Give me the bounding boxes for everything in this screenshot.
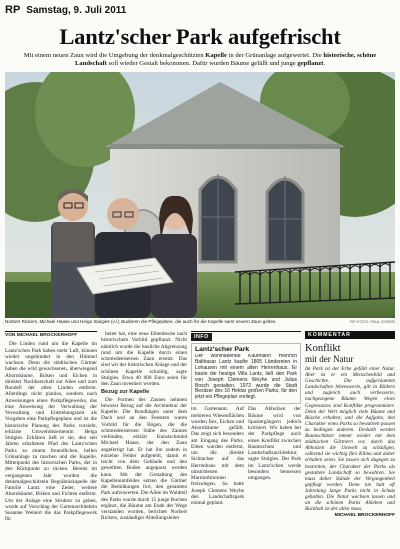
info-continuation [191,406,301,506]
photo-credit: RP-FOTO: PAUL ESSER [350,319,395,324]
headline: Lantz'scher Park aufgefrischt [59,24,341,49]
commentary-text: Im Park ist der Erbe gefällt einer Natur. Aber ist er ein Menschenbild und Geschichte. Die aufgeräumten Landschaften lebenswerte, gilt in Bildern und zugleich auch verbesserte, nachgezogene Bäume. Wegen eines Gegensatzes sind Konflikte programmiert. Denn der Wert möglich viele Bäume und Büsche erhalten, und die Aufgabe, den Charakter eines Parks so bewahren passen zu bedingen anderen. Deshalb werden Baumschützer immer wieder mit dem städtischen Gärtnern vor, durch das Abholzen die Umwelt zu schädigen, während sie wichtig fürs Klima und daher erhalten seien. Sie lassen sich dagegen zu bestreiten, der Charakter der Parks als gestaltete Landschaft so bewahren. Sie muss daher Stände der Vergangenheit gepflegt werden. Denn nie hatt oft Jahrelang lange Parks nicht in Schutz gehalten. Die Natur wachsen lassen und an die schönen Parks Ableben und Rückhalt ist der allen muss. [305,366,395,513]
photo-caption: Norbert Rickers, Michael Haase und Helga Stulgies (v.l.) studieren die Pflegepläne, die auch für die Kapelle samt neuem Zaun gelten. [5,319,277,324]
commentary-section [305,331,395,549]
article-column-1 [5,331,97,549]
lead-bold-2: historische, schöne Landschaft [75,52,377,67]
chapel-scene-illustration [5,72,395,318]
article-subhead: Bezug zur Kapelle [101,389,150,396]
article-body [5,331,395,549]
lead-bold-1: Kapelle [205,52,227,59]
lead-text-3: soll wieder Gestalt bekommen. Dafür wurden Bäume gefällt und junge [106,60,298,67]
article-text-3: im Gartenamt. Auf mehreren Wiesenflächen wurden Ilex, Eichen und Ahornbäume gefällt. Das zeigt sich besonders am Eingang des Parks. Eiben wurden entfernt, um die direkte Sichtachse auf das Herrenhaus mit dem umstrittenen Marmorbrunnen freizulegen. So hatte Joseph Clemens Weyhe den Landschaftspark einmal geplant. [191,406,244,506]
commentary-subtitle: mit der Natur [305,354,354,364]
article-text-4: Das Abholzen der Bäume wird von Spaziergängern jedoch kritisiert. Wir haben bei der Parkpflege auch einen Konflikt zwischen Baumschutz und Landschaftsarchitektur, sagte Stulgies. Der Park im Lantz'schen werde besonders bemessen umgangen. [248,406,301,481]
commentary-title: Konflikt [305,343,341,354]
photo-caption-row [5,318,395,330]
commentary-tag: KOMMENTAR [305,331,395,339]
byline: VON MICHAEL BROCKERHOFF [5,331,97,339]
info-section [191,331,301,549]
info-tag: INFO [191,333,212,341]
lead-paragraph [5,50,395,68]
lead-text-2: in der Grünanlage aufgewertet. Die [226,52,324,59]
article-text-1: Die Linden rund um die Kapelle im Lantz'schen Park haben mehr Luft, können wieder ungehindert in den Himmel wachsen. Denn die städtischen Gärtner haben die wild gewachsenen, überwiegend Ahornbäume, Birken und Eichen in direkter Nachbarschaft zur Allee und zum Rondell der alten Linden entfernt. Allerdings nicht planlos, sondern nach Anweisungen eines Parkpflegewerks, das eine Anweisung der Verwaltung der Verwaltung und Entstehungszeit als Vorgaben eine Parkpflegeplans und ist die historische Planung des Parks vorsieht, erklärte Umweltdezernentin Helga Stulgies. Erklären ließ er sie, den seit Jahren erhaltenen Pfad des Lantz'schen Parks zu einem freundlichen, hellen Grünanlage zu machen und die Kapelle. Mittelpunkt des historischen Parks, der in den Rückpunkt zu rücken. Bereits im vergangenen Jahr wurden die denkmalgeschützten Begräbniskapelle der Familie Lantz eine Zeder, weitere Ahornbäume, Birken und Fichten entfernt. Um der Anlage eine Struktur zu geben, wurde auf Vorschlag der Gartenarchitektin Susanne Weinert die das Parkpflegewerk für [5,341,97,523]
paper-name: RP [5,4,21,16]
info-bar [191,331,301,341]
lead-text-1: Mit einem neuen Zaun wird die Umgebung der denkmalgeschützten [23,52,206,59]
issue-date: Samstag, 9. Juli 2011 [26,5,127,16]
info-box-title: Lantz'scher Park [195,346,250,353]
lead-text-4: . [323,60,325,67]
article-column-2 [101,331,187,549]
article-text-2b: Die Formen des Zaunes nehmen bewusst Bezug auf die Architektur der Kapelle. Die Rundbögen unter dem Dach und an den Fenstern waren Vorbild für die Bögen, die die schmiedeeisernen Stäbe des Zaunes verbinden, erklärt Kunstschmied Michael Haase, der den Zaun angefertigt hat. Er hat ihn zudem in einzelne Felder aufgeteilt, damit er leicht von dem Gebäude und den gewellten Boden angepasst werden kann. Mit der Gestaltung des Kapellenumfeldes setzen die Gärtner die Bemühungen fort, den gesamten Park aufzuwerten. Die Allee im Waldteil des Parks wurde durch 15 junge Buchen ergänzt, die Bäume am Ende der Wege verstanden worden, berichtet Norbert Rickers, zuständiger Abteilungsleiter [101,396,187,522]
masthead [5,4,395,18]
commentary-author: MICHAEL BROCKERHOFF [334,513,395,519]
info-box [191,343,301,404]
article-photo [5,72,395,318]
lead-bold-3: gepflanzt [297,60,324,67]
article-text-2: beitet hat, eine neue Eibenhecke nach historischem Vorbild gepflanzt. Nicht nämlich wurde die bauliche Abgrenzung rund um die Kapelle durch einen schmiedeeisernen Zaun ersetzt. Das sind wir der historischen Anlage und der schönen Kapelle schuldig, sagte Stulgies. Etwa 40 000 Euro seien für den Zaun investiert worden. [101,331,187,387]
info-box-text: Der wohlhabende Kaufmann Heinrich Balthasar Lantz kaufte 1805 Ländereien in Lohausen mit einem alten Herrenhaus. Er baute die heutige Villa Lantz, ließ den Park von Joseph Clemens Weyhe und Julius Bosch gestalten. 1972 wurde die Stadt Besitzer des 16 Hektar großen Parks, für den jetzt ein Pflegeplan vorliegt. [195,354,297,401]
